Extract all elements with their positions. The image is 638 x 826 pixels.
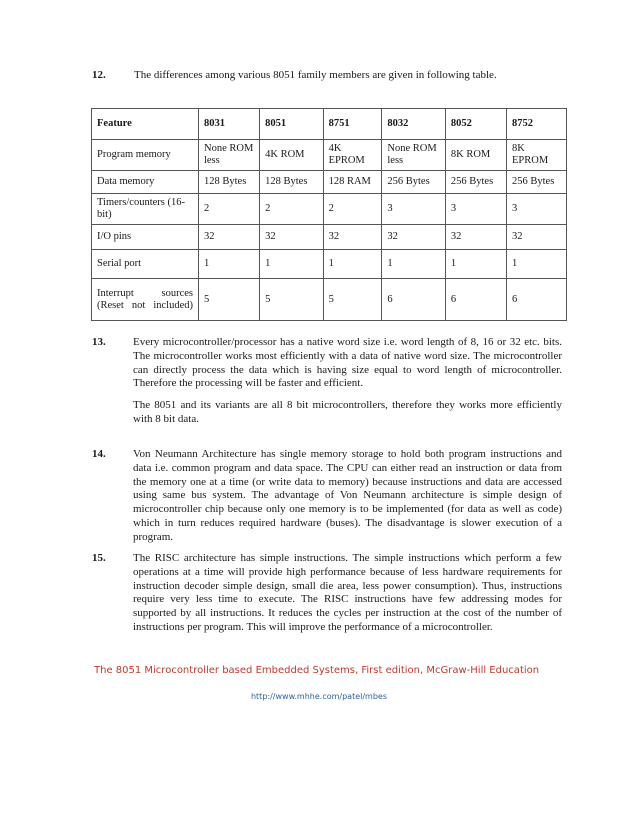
header-8031: 8031 [198,109,259,140]
item-13-paragraph-1: Every microcontroller/processor has a native word size i.e. word length of 8, 16 or 32 etc. bits. The microcontroller works most efficiently with a data of native word size. The microcontroller can directly process the data which is having size equal to word length of microcontroller. Therefore the processing will be faster and efficient. [133,336,562,390]
table-cell: 6 [445,279,506,321]
table-cell: 4K EPROM [323,140,382,171]
table-cell: 256 Bytes [382,171,445,194]
table-cell: 2 [323,194,382,225]
item-15-number: 15. [92,552,106,564]
header-feature: Feature [92,109,199,140]
item-13-body [133,336,562,427]
header-8032: 8032 [382,109,445,140]
item-14-paragraph: Von Neumann Architecture has single memory storage to hold both program instructions and data i.e. common program and data space. The CPU can either read an instruction or data from the memory one at a time (or write data to memory) because instructions and data are accessed using same bus system. The advantage of Von Neumann architecture is simple design of microcontroller chip because only one memory is to be implemented (for data as well as code) which in turn reduces required hardware (buses). The disadvantage is slower execution of a program. [133,448,562,543]
table-cell: 256 Bytes [445,171,506,194]
item-15-paragraph: The RISC architecture has simple instructions. The simple instructions which perform a few operations at a time will provide high performance because of less hardware requirements for instruction decoder simple design, small die area, less power consumption). Thus, instructions require very less time to execute. The RISC instructions have few addressing modes for supported by all instructions. It reduces the cycles per instruction at the cost of the number of instructions per program. This will improve the performance of a microcontroller. [133,552,562,633]
table-cell: 1 [445,250,506,279]
table-cell: 2 [260,194,323,225]
item-13-paragraph-2: The 8051 and its variants are all 8 bit microcontrollers, therefore they works more efficiently with 8 bit data. [133,399,562,425]
item-14-number: 14. [92,448,106,460]
table-cell: 1 [260,250,323,279]
row-feature: Serial port [92,250,199,279]
family-comparison-table [91,108,567,321]
table-cell: 32 [445,225,506,250]
item-13 [92,336,562,427]
row-feature [92,279,199,321]
table-row [92,279,567,321]
table-cell: 32 [382,225,445,250]
table-cell: 1 [382,250,445,279]
table-cell: 8K EPROM [506,140,566,171]
table-row [92,140,567,171]
item-12-number: 12. [92,69,106,81]
table-header-row [92,109,567,140]
table-cell: 5 [198,279,259,321]
table-cell: 256 Bytes [506,171,566,194]
row-feature: Data memory [92,171,199,194]
table-cell: 128 RAM [323,171,382,194]
table-cell: 1 [198,250,259,279]
table-cell: 1 [506,250,566,279]
table-cell: 3 [506,194,566,225]
item-14 [92,448,562,545]
row-feature: Program memory [92,140,199,171]
table-cell: 5 [260,279,323,321]
item-12-text: The differences among various 8051 family members are given in following table. [134,69,497,81]
header-8052: 8052 [445,109,506,140]
book-citation: The 8051 Microcontroller based Embedded Systems, First edition, McGraw-Hill Education [94,665,540,676]
table-cell: 2 [198,194,259,225]
item-13-number: 13. [92,336,106,348]
interrupt-feature-label: Interrupt sources (Reset not included) [97,287,193,311]
table-cell: 128 Bytes [198,171,259,194]
table-cell: 32 [323,225,382,250]
table-row [92,171,567,194]
row-feature: Timers/counters (16-bit) [92,194,199,225]
table-cell: 6 [382,279,445,321]
table-cell: 32 [198,225,259,250]
table-cell: 6 [506,279,566,321]
row-feature: I/O pins [92,225,199,250]
item-14-body [133,448,562,545]
table-cell: 1 [323,250,382,279]
table-cell: 5 [323,279,382,321]
header-8752: 8752 [506,109,566,140]
table-cell: None ROM less [382,140,445,171]
table-row [92,250,567,279]
table-cell: 32 [506,225,566,250]
header-8751: 8751 [323,109,382,140]
item-15 [92,552,562,635]
book-url-link[interactable]: http://www.mhhe.com/patel/mbes [250,692,388,701]
header-8051: 8051 [260,109,323,140]
table-cell: None ROM less [198,140,259,171]
table-cell: 8K ROM [445,140,506,171]
table-cell: 32 [260,225,323,250]
item-15-body [133,552,562,635]
table-cell: 3 [445,194,506,225]
table-cell: 3 [382,194,445,225]
table-cell: 128 Bytes [260,171,323,194]
table-row [92,194,567,225]
table-cell: 4K ROM [260,140,323,171]
table-row [92,225,567,250]
